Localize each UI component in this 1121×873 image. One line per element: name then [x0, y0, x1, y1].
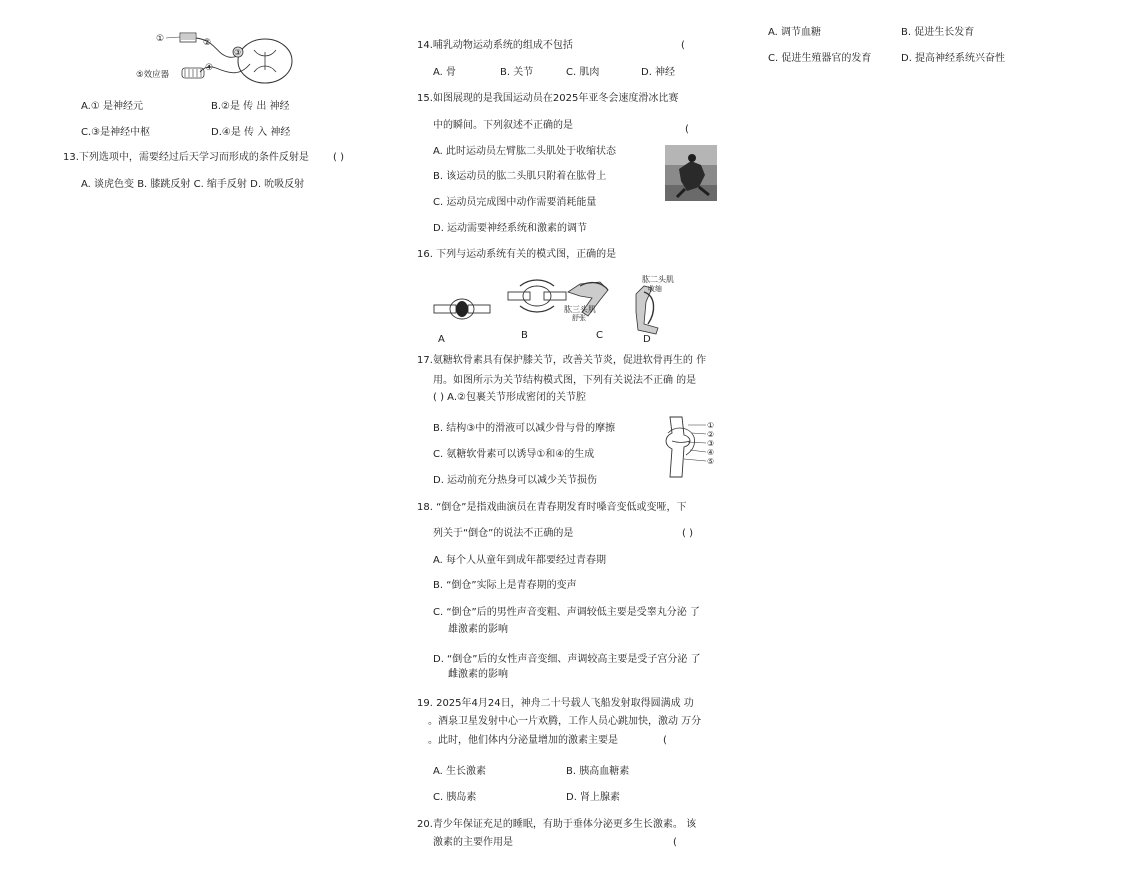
q19-b: B. 胰高血糖素: [566, 766, 630, 777]
option-b-efferent: B.②是 传 出 神经: [211, 101, 290, 112]
q14-stem: 14.哺乳动物运动系统的组成不包括: [417, 40, 573, 51]
receptor-shape: [180, 33, 196, 42]
q13-stem: 13.下列选项中，需要经过后天学习而形成的条件反射是: [63, 152, 309, 163]
q18-b: B. “倒仓”实际上是青春期的变声: [433, 580, 577, 591]
q14-d: D. 神经: [641, 67, 676, 78]
joint-label-1: ①: [707, 421, 715, 430]
diagram-a-joint: [434, 299, 490, 319]
q18-d-line2: 雌激素的影响: [448, 669, 508, 680]
label-2: ②: [203, 38, 212, 48]
q13-options: A. 谈虎色变 B. 膝跳反射 C. 缩手反射 D. 吮吸反射: [81, 179, 305, 190]
effector-muscle-shape: [182, 68, 204, 78]
q20-paren: (: [673, 837, 677, 848]
q18-c-line2: 雄激素的影响: [448, 624, 508, 635]
q18-stem-line1: 18. “倒仓”是指戏曲演员在青春期发育时嗓音变低或变哑，下: [417, 502, 687, 513]
option-c-center: C.③是神经中枢: [81, 127, 151, 138]
q14-b: B. 关节: [500, 67, 534, 78]
q18-c-line1: C. “倒仓”后的男性声音变粗、声调较低主要是受睾丸分泌 了: [433, 607, 700, 618]
diagram-d-contract: 收缩: [648, 285, 662, 293]
diagram-c-relax: 舒张: [572, 314, 586, 322]
q19-d: D. 肾上腺素: [566, 792, 621, 803]
q18-d-line1: D. “倒仓”后的女性声音变细、声调较高主要是受子宫分泌 了: [433, 654, 701, 665]
q14-paren: (: [681, 40, 685, 51]
q17-stem-line2: 用。如图所示为关节结构模式图，下列有关说法不正确 的是: [433, 375, 697, 386]
q17-d: D. 运动前充分热身可以减少关节损伤: [433, 475, 598, 486]
q15-paren: (: [685, 124, 689, 135]
option-d-afferent: D.④是 传 入 神经: [211, 127, 291, 138]
diagram-d-biceps: 肱二头肌: [642, 275, 674, 284]
q15-d: D. 运动需要神经系统和激素的调节: [433, 223, 588, 234]
q15-stem-line1: 15.如图展现的是我国运动员在2025年亚冬会速度滑冰比赛: [417, 93, 679, 104]
q20-a: A. 调节血糖: [768, 27, 822, 38]
diagram-b-label: B: [521, 330, 528, 341]
q15-a: A. 此时运动员左臂肱二头肌处于收缩状态: [433, 146, 617, 157]
motion-system-diagrams: [430, 272, 690, 347]
diagram-c-label: C: [596, 330, 603, 341]
joint-structure-diagram: [662, 415, 722, 479]
joint-label-4: ④: [707, 448, 715, 457]
q19-paren: (: [663, 735, 667, 746]
q19-stem-line1: 19. 2025年4月24日，神舟二十号载人飞船发射取得圆满成 功: [417, 698, 694, 709]
q20-d: D. 提高神经系统兴奋性: [901, 53, 1006, 64]
q16-stem: 16. 下列与运动系统有关的模式图，正确的是: [417, 249, 617, 260]
option-a-neuron: A.① 是神经元: [81, 101, 143, 112]
diagram-c-triceps: 肱三头肌: [564, 305, 596, 314]
q20-stem-line2: 激素的主要作用是: [433, 837, 513, 848]
skater-photo: [665, 145, 717, 201]
q19-a: A. 生长激素: [433, 766, 487, 777]
q20-b: B. 促进生长发育: [901, 27, 975, 38]
q15-c: C. 运动员完成图中动作需要消耗能量: [433, 197, 597, 208]
q18-a: A. 每个人从童年到成年都要经过青春期: [433, 555, 607, 566]
reflex-arc-diagram: [136, 28, 300, 88]
q17-b: B. 结构③中的滑液可以减少骨与骨的摩擦: [433, 423, 616, 434]
label-effector: ⑤效应器: [136, 70, 170, 80]
q18-stem-line2: 列关于“倒仓”的说法不正确的是: [433, 528, 574, 539]
q15-b: B. 该运动员的肱二头肌只附着在肱骨上: [433, 171, 607, 182]
diagram-b-muscle: [508, 280, 566, 312]
diagram-d-arm: [636, 286, 658, 334]
spinal-cord-shape: [238, 39, 292, 83]
diagram-a-label: A: [438, 334, 445, 345]
q20-stem-line1: 20.青少年保证充足的睡眠，有助于垂体分泌更多生长激素。 该: [417, 819, 697, 830]
q14-a: A. 骨: [433, 67, 457, 78]
q14-c: C. 肌肉: [566, 67, 600, 78]
q20-c: C. 促进生殖器官的发育: [768, 53, 872, 64]
joint-label-3: ③: [707, 439, 715, 448]
q19-c: C. 胰岛素: [433, 792, 477, 803]
diagram-d-label: D: [643, 334, 651, 345]
q17-stem-line1: 17.氨糖软骨素具有保护膝关节，改善关节炎，促进软骨再生的 作: [417, 355, 707, 366]
q19-stem-line2: 。酒泉卫星发射中心一片欢腾，工作人员心跳加快，激动 万分: [428, 716, 702, 727]
label-4: ④: [205, 63, 214, 73]
label-3: ③: [234, 48, 242, 57]
q18-paren: ( ): [682, 528, 693, 539]
q13-paren: ( ): [333, 152, 344, 163]
joint-label-2: ②: [707, 430, 715, 439]
label-1: ①: [156, 34, 165, 44]
joint-label-5: ⑤: [707, 457, 715, 466]
q17-c: C. 氨糖软骨素可以诱导①和④的生成: [433, 449, 595, 460]
q15-stem-line2: 中的瞬间。下列叙述不正确的是: [433, 120, 573, 131]
q19-stem-line3: 。此时，他们体内分泌量增加的激素主要是: [428, 735, 618, 746]
q17-stem-line3: ( ) A.②包裹关节形成密闭的关节腔: [433, 392, 586, 403]
